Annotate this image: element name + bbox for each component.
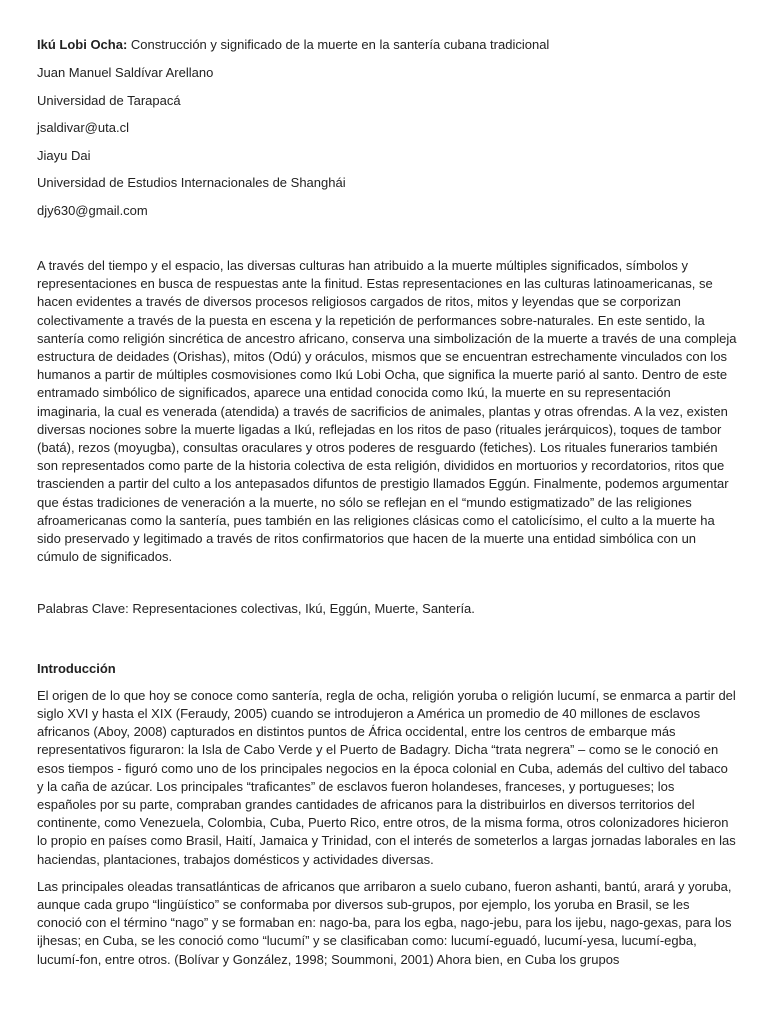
author-name-1: Juan Manuel Saldívar Arellano xyxy=(37,65,214,81)
section-heading-introduction: Introducción xyxy=(37,660,116,676)
author-affiliation-2: Universidad de Estudios Internacionales de Shanghái xyxy=(37,175,346,191)
intro-paragraph-2: Las principales oleadas transatlánticas de africanos que arribaron a suelo cubano, fueron ashanti, bantú, arará y yoruba, aunque cada grupo “lingüístico” se conformaba por diversos sub-grupos, por ejemplo, los yoruba en Brasil, se les conoció con el término “nago” y se formaban en: nago-ba, para los egba, nago-jebu, para los ijebu, nago-gexas, para los ijhesas; en Cuba, se les conoció como “lucumí” y se clasificaban como: lucumí-eguadó, lucumí-yesa, lucumí-egba, lucumí-fon, entre otros. (Bolívar y González, 1998; Soummoni, 2001) Ahora bien, en Cuba los grupos xyxy=(37,878,732,967)
paper-title xyxy=(37,36,737,54)
keywords-line: Palabras Clave: Representaciones colectivas, Ikú, Eggún, Muerte, Santería. xyxy=(37,601,475,617)
author-email-1: jsaldivar@uta.cl xyxy=(37,120,129,136)
abstract-paragraph: A través del tiempo y el espacio, las diversas culturas han atribuido a la muerte múltiples significados, símbolos y representaciones en busca de respuestas ante la finitud. Estas representaciones en las culturas latinoamericanas, se hacen evidentes a través de diversos procesos religiosos cargados de ritos, mitos y leyendas que se corporizan colectivamente a través de la puesta en escena y la repetición de performances sobre-naturales. En este sentido, la santería como religión sincrética de ancestro africano, conserva una simbolización de la muerte a través de una compleja estructura de deidades (Orishas), mitos (Odú) y oráculos, mismos que se encuentran estrechamente vinculados con los humanos a partir de múltiples cosmovisiones como Ikú Lobi Ocha, que significa la muerte parió al santo. Dentro de este entramado simbólico de significados, aparece una entidad conocida como Ikú, la muerte en su representación imaginaria, la cual es venerada (atendida) a través de sacrificios de animales, plantas y otras ofrendas. A la vez, existen diversas nociones sobre la muerte ligadas a Ikú, reflejadas en los ritos de paso (rituales jerárquicos), toques de tambor (batá), rezos (moyugba), consultas oraculares y otros poderes de resguardo (fetiches). Los rituales funerarios también son representados como parte de la historia colectiva de esta religión, divididos en mortuorios y recordatorios, ritos que trascienden a partir del culto a los antepasados difuntos de prestigio llamados Eggún. Finalmente, podemos argumentar que éstas tradiciones de veneración a la muerte, no sólo se reflejan en el “mundo estigmatizado” de las religiones afroamericanas como la santería, pues también en las religiones clásicas como el catolicísimo, el culto a la muerte ha sido preservado y legitimado a través de ritos confirmatorios que hacen de la muerte una entidad simbólica con un cúmulo de significados. xyxy=(37,257,737,565)
document-page xyxy=(37,36,737,978)
paper-title-bold: Ikú Lobi Ocha: xyxy=(37,37,128,52)
author-block xyxy=(37,64,737,220)
paper-title-rest: Construcción y significado de la muerte en la santería cubana tradicional xyxy=(127,37,550,52)
author-name-2: Jiayu Dai xyxy=(37,147,91,163)
author-email-2: djy630@gmail.com xyxy=(37,202,148,218)
author-affiliation-1: Universidad de Tarapacá xyxy=(37,92,181,108)
intro-paragraph-1: El origen de lo que hoy se conoce como santería, regla de ocha, religión yoruba o religión lucumí, se enmarca a partir del siglo XVI y hasta el XIX (Feraudy, 2005) cuando se introdujeron a América un promedio de 40 millones de esclavos africanos (Aboy, 2008) capturados en distintos puntos de África occidental, entre los centros de embarque más representativos figuraron: la Isla de Cabo Verde y el Puerto de Badagry. Dicha “trata negrera” – como se le conoció en esos tiempos - figuró como uno de los principales negocios en la época colonial en Cuba, además del cultivo del tabaco y la caña de azúcar. Los principales “traficantes” de esclavos fueron holandeses, franceses, y portugueses; los españoles por su parte, compraban grandes cantidades de africanos para la distribuirlos en diversos territorios del continente, como Venezuela, Colombia, Cuba, Puerto Rico, entre otros, de la misma forma, otros colonizadores hicieron lo propio en países como Brasil, Haití, Jamaica y Trinidad, con el interés de someterlos a largas jornadas laborales en las haciendas, plantaciones, trabajos domésticos y actividades diversas. xyxy=(37,687,736,867)
